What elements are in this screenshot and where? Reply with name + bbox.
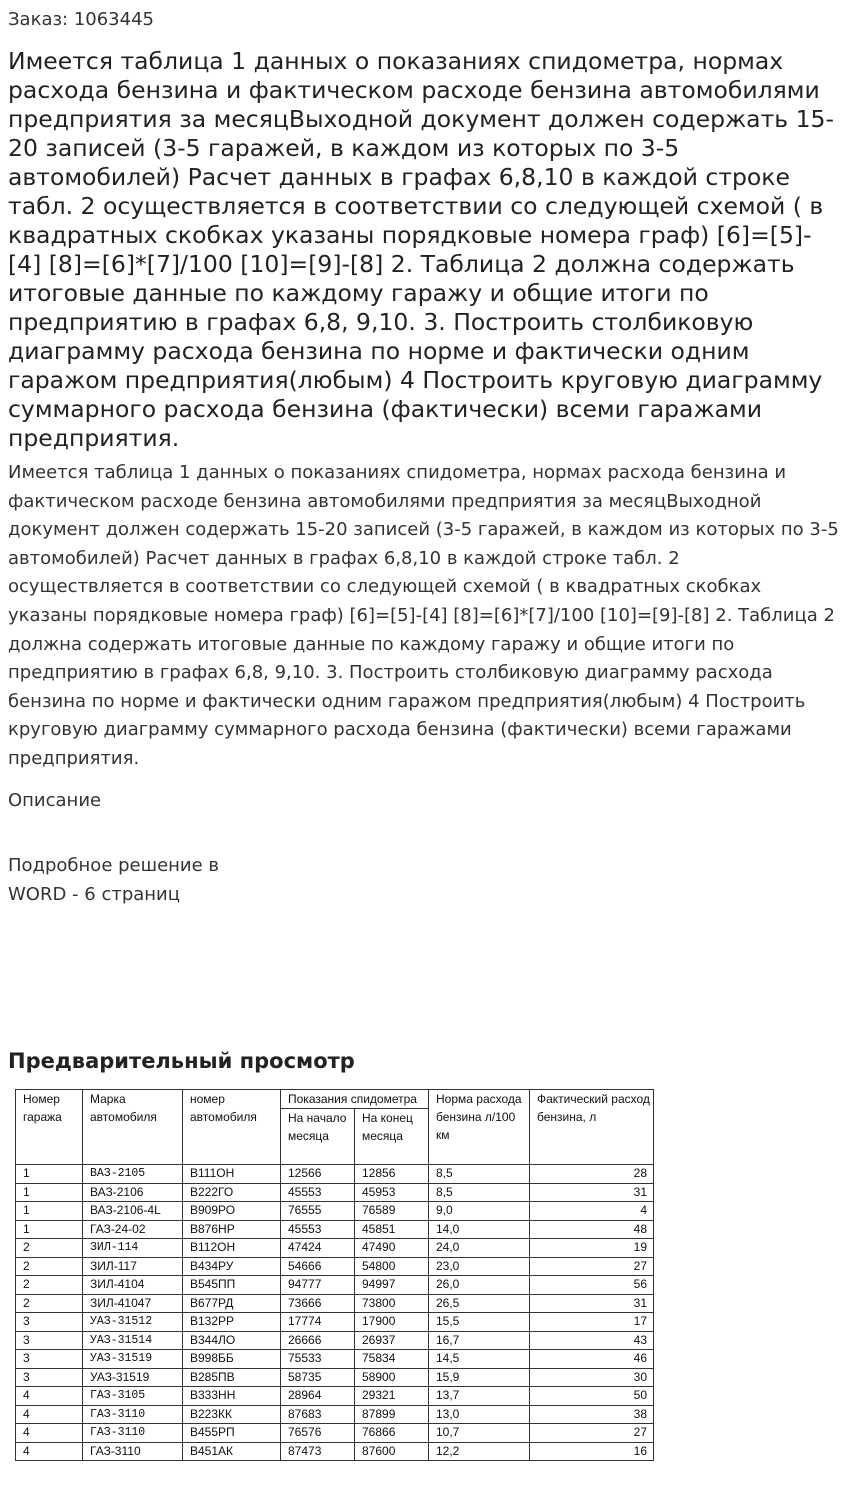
cell-brand: ВАЗ-2105: [83, 1165, 183, 1184]
cell-norm: 14,5: [429, 1350, 530, 1369]
cell-garage: 2: [16, 1294, 83, 1313]
cell-norm: 14,0: [429, 1220, 530, 1239]
cell-brand: ГАЗ-3105: [83, 1387, 183, 1406]
cell-fact: 28: [530, 1165, 654, 1184]
cell-fact: 16: [530, 1442, 654, 1461]
cell-number: В112ОН: [183, 1239, 281, 1258]
cell-garage: 4: [16, 1387, 83, 1406]
cell-norm: 15,9: [429, 1368, 530, 1387]
cell-end: 54800: [355, 1257, 429, 1276]
cell-start: 47424: [281, 1239, 355, 1258]
cell-norm: 8,5: [429, 1165, 530, 1184]
cell-end: 26937: [355, 1331, 429, 1350]
description-label: Описание: [8, 790, 102, 811]
table-row: [16, 1442, 654, 1461]
cell-norm: 16,7: [429, 1331, 530, 1350]
table-row: [16, 1294, 654, 1313]
cell-start: 76576: [281, 1424, 355, 1443]
cell-garage: 3: [16, 1331, 83, 1350]
cell-garage: 3: [16, 1313, 83, 1332]
table-row: [16, 1239, 654, 1258]
cell-fact: 27: [530, 1257, 654, 1276]
cell-brand: УАЗ-31512: [83, 1313, 183, 1332]
cell-number: В455РП: [183, 1424, 281, 1443]
cell-brand: ГАЗ-3110: [83, 1442, 183, 1461]
cell-norm: 15,5: [429, 1313, 530, 1332]
task-description: Имеется таблица 1 данных о показаниях спидометра, нормах расхода бензина и фактическом расходе бензина автомобилями предприятия за месяцВыходной документ должен содержать 15-20 записей (3-5 гаражей, в каждом из которых по 3-5 автомобилей) Расчет данных в графах 6,8,10 в каждой строке табл. 2 осуществляется в соответствии со следующей схемой ( в квадратных скобках указаны порядковые номера граф) [6]=[5]-[4] [8]=[6]*[7]/100 [10]=[9]-[8] 2. Таблица 2 должна содержать итоговые данные по каждому гаражу и общие итоги по предприятию в графах 6,8, 9,10. 3. Построить столбиковую диаграмму расхода бензина по норме и фактически одним гаражом предприятия(любым) 4 Построить круговую диаграмму суммарного расхода бензина (фактически) всеми гаражами предприятия.: [8, 462, 839, 769]
cell-garage: 4: [16, 1405, 83, 1424]
header-end: На конец месяца: [355, 1109, 429, 1165]
preview-title: Предварительный просмотр: [8, 1049, 355, 1073]
cell-fact: 17: [530, 1313, 654, 1332]
header-brand: Марка автомобиля: [83, 1090, 183, 1165]
cell-end: 76866: [355, 1424, 429, 1443]
cell-norm: 13,7: [429, 1387, 530, 1406]
cell-start: 87473: [281, 1442, 355, 1461]
cell-brand: ГАЗ-24-02: [83, 1220, 183, 1239]
table-row: [16, 1387, 654, 1406]
cell-number: В285ПВ: [183, 1368, 281, 1387]
cell-brand: ВАЗ-2106: [83, 1183, 183, 1202]
cell-garage: 2: [16, 1239, 83, 1258]
table-body: [16, 1165, 654, 1461]
cell-brand: ЗИЛ-117: [83, 1257, 183, 1276]
cell-end: 29321: [355, 1387, 429, 1406]
cell-norm: 12,2: [429, 1442, 530, 1461]
cell-brand: ГАЗ-3110: [83, 1424, 183, 1443]
cell-brand: ЗИЛ-4104: [83, 1276, 183, 1295]
header-garage: Номер гаража: [16, 1090, 83, 1165]
table-row: [16, 1165, 654, 1184]
cell-start: 17774: [281, 1313, 355, 1332]
cell-end: 45851: [355, 1220, 429, 1239]
table-row: [16, 1424, 654, 1443]
cell-start: 54666: [281, 1257, 355, 1276]
cell-start: 45553: [281, 1220, 355, 1239]
table-row: [16, 1276, 654, 1295]
table-row: [16, 1183, 654, 1202]
cell-fact: 43: [530, 1331, 654, 1350]
cell-number: В132РР: [183, 1313, 281, 1332]
cell-number: В451АК: [183, 1442, 281, 1461]
cell-start: 73666: [281, 1294, 355, 1313]
cell-fact: 19: [530, 1239, 654, 1258]
cell-brand: ЗИЛ-114: [83, 1239, 183, 1258]
cell-end: 12856: [355, 1165, 429, 1184]
description-text: Подробное решение в WORD - 6 страниц: [8, 855, 220, 905]
cell-number: В545ПП: [183, 1276, 281, 1295]
cell-garage: 1: [16, 1165, 83, 1184]
header-speedometer: Показания спидометра: [281, 1090, 429, 1109]
cell-fact: 38: [530, 1405, 654, 1424]
cell-norm: 24,0: [429, 1239, 530, 1258]
cell-fact: 4: [530, 1202, 654, 1221]
cell-fact: 50: [530, 1387, 654, 1406]
cell-fact: 30: [530, 1368, 654, 1387]
order-number: Заказ: 1063445: [8, 9, 154, 30]
cell-end: 45953: [355, 1183, 429, 1202]
cell-garage: 1: [16, 1220, 83, 1239]
cell-start: 12566: [281, 1165, 355, 1184]
cell-garage: 4: [16, 1424, 83, 1443]
cell-fact: 56: [530, 1276, 654, 1295]
cell-number: В333НН: [183, 1387, 281, 1406]
cell-brand: УАЗ-31514: [83, 1331, 183, 1350]
cell-end: 76589: [355, 1202, 429, 1221]
task-title: Имеется таблица 1 данных о показаниях спидометра, нормах расхода бензина и фактическом расходе бензина автомобилями предприятия за месяцВыходной документ должен содержать 15-20 записей (3-5 гаражей, в каждом из которых по 3-5 автомобилей) Расчет данных в графах 6,8,10 в каждой строке табл. 2 осуществляется в соответствии со следующей схемой ( в квадратных скобках указаны порядковые номера граф) [6]=[5]-[4] [8]=[6]*[7]/100 [10]=[9]-[8] 2. Таблица 2 должна содержать итоговые данные по каждому гаражу и общие итоги по предприятию в графах 6,8, 9,10. 3. Построить столбиковую диаграмму расхода бензина по норме и фактически одним гаражом предприятия(любым) 4 Построить круговую диаграмму суммарного расхода бензина (фактически) всеми гаражами предприятия.: [8, 47, 834, 452]
cell-start: 76555: [281, 1202, 355, 1221]
cell-number: В909РО: [183, 1202, 281, 1221]
cell-start: 94777: [281, 1276, 355, 1295]
cell-norm: 13,0: [429, 1405, 530, 1424]
cell-brand: УАЗ-31519: [83, 1368, 183, 1387]
cell-number: В344ЛО: [183, 1331, 281, 1350]
table-row: [16, 1257, 654, 1276]
cell-garage: 3: [16, 1350, 83, 1369]
cell-brand: ВАЗ-2106-4L: [83, 1202, 183, 1221]
cell-brand: ЗИЛ-41047: [83, 1294, 183, 1313]
cell-start: 58735: [281, 1368, 355, 1387]
cell-end: 87899: [355, 1405, 429, 1424]
cell-fact: 46: [530, 1350, 654, 1369]
cell-end: 75834: [355, 1350, 429, 1369]
cell-start: 87683: [281, 1405, 355, 1424]
cell-norm: 10,7: [429, 1424, 530, 1443]
table-row: [16, 1350, 654, 1369]
cell-end: 47490: [355, 1239, 429, 1258]
cell-norm: 23,0: [429, 1257, 530, 1276]
preview-table: [15, 1089, 654, 1461]
cell-start: 45553: [281, 1183, 355, 1202]
cell-garage: 4: [16, 1442, 83, 1461]
cell-start: 28964: [281, 1387, 355, 1406]
header-start: На начало месяца: [281, 1109, 355, 1165]
header-fact: Фактический расход бензина, л: [530, 1090, 654, 1165]
cell-start: 26666: [281, 1331, 355, 1350]
cell-norm: 9,0: [429, 1202, 530, 1221]
cell-start: 75533: [281, 1350, 355, 1369]
cell-norm: 8,5: [429, 1183, 530, 1202]
table-row: [16, 1202, 654, 1221]
cell-garage: 1: [16, 1202, 83, 1221]
cell-number: В111ОН: [183, 1165, 281, 1184]
cell-number: В434РУ: [183, 1257, 281, 1276]
cell-brand: ГАЗ-3110: [83, 1405, 183, 1424]
cell-brand: УАЗ-31519: [83, 1350, 183, 1369]
cell-norm: 26,5: [429, 1294, 530, 1313]
cell-garage: 2: [16, 1257, 83, 1276]
table-row: [16, 1313, 654, 1332]
cell-number: В223КК: [183, 1405, 281, 1424]
table-row: [16, 1405, 654, 1424]
cell-fact: 48: [530, 1220, 654, 1239]
cell-fact: 27: [530, 1424, 654, 1443]
cell-garage: 3: [16, 1368, 83, 1387]
cell-number: В998ББ: [183, 1350, 281, 1369]
cell-end: 17900: [355, 1313, 429, 1332]
table-header-row: [16, 1090, 654, 1109]
cell-end: 87600: [355, 1442, 429, 1461]
cell-number: В222ГО: [183, 1183, 281, 1202]
cell-norm: 26,0: [429, 1276, 530, 1295]
table-row: [16, 1220, 654, 1239]
header-number: номер автомобиля: [183, 1090, 281, 1165]
cell-end: 73800: [355, 1294, 429, 1313]
table-row: [16, 1368, 654, 1387]
header-norm: Норма расхода бензина л/100 км: [429, 1090, 530, 1165]
cell-garage: 1: [16, 1183, 83, 1202]
cell-fact: 31: [530, 1294, 654, 1313]
table-row: [16, 1331, 654, 1350]
cell-end: 94997: [355, 1276, 429, 1295]
cell-number: В677РД: [183, 1294, 281, 1313]
cell-number: В876НР: [183, 1220, 281, 1239]
cell-fact: 31: [530, 1183, 654, 1202]
cell-end: 58900: [355, 1368, 429, 1387]
cell-garage: 2: [16, 1276, 83, 1295]
